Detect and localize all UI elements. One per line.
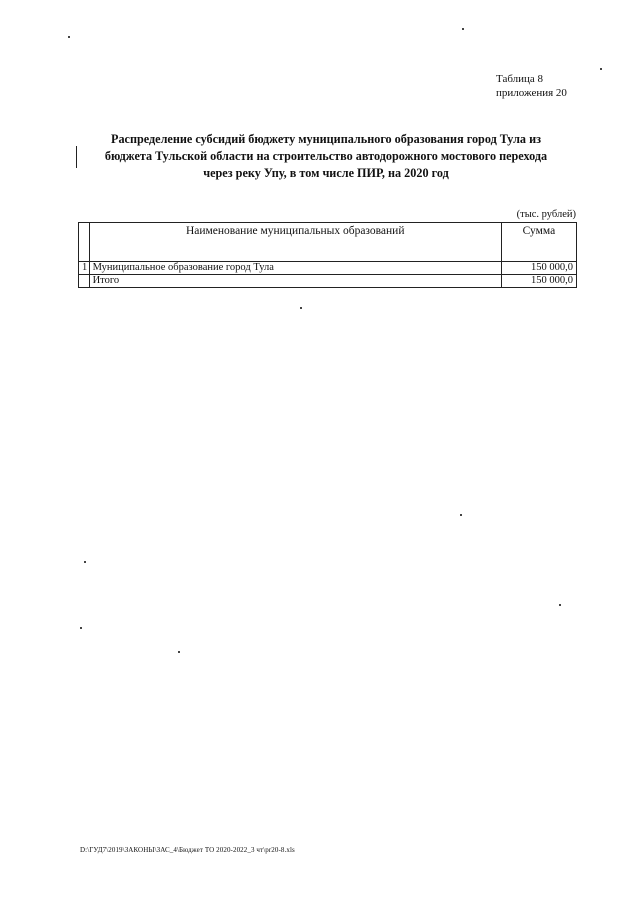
row-municipality-name: Муниципальное образование город Тула xyxy=(89,262,501,275)
scan-speck xyxy=(600,68,602,70)
table-number: Таблица 8 xyxy=(496,73,544,85)
header-sum: Сумма xyxy=(501,223,576,262)
scan-speck xyxy=(178,651,180,653)
scan-speck xyxy=(462,28,464,30)
scan-speck xyxy=(300,307,302,309)
scan-speck xyxy=(460,514,462,516)
total-sum: 150 000,0 xyxy=(501,275,576,288)
scan-speck xyxy=(80,627,82,629)
scan-speck xyxy=(559,604,561,606)
table-header-row xyxy=(79,223,577,262)
scan-speck xyxy=(68,36,70,38)
margin-mark xyxy=(76,146,77,168)
allocation-table xyxy=(78,222,577,288)
total-row xyxy=(79,275,577,288)
table-row xyxy=(79,262,577,275)
total-number xyxy=(79,275,90,288)
title-line-2: бюджета Тульской области на строительство автодорожного мостового перехода xyxy=(104,149,548,163)
header-number xyxy=(79,223,90,262)
row-number: 1 xyxy=(79,262,90,275)
total-label: Итого xyxy=(89,275,501,288)
document-title xyxy=(86,131,566,182)
units-label: (тыс. рублей) xyxy=(516,209,576,220)
appendix-number: приложения 20 xyxy=(496,87,567,99)
scan-speck xyxy=(84,561,86,563)
title-line-3: через реку Упу, в том числе ПИР, на 2020 год xyxy=(203,166,449,180)
table-reference xyxy=(496,72,567,100)
row-sum: 150 000,0 xyxy=(501,262,576,275)
file-path-footer: D:\ГУД7\2019\ЗАКОНЫ\ЗАС_4\Бюджет ТО 2020-2022_3 чт\pr20-8.xls xyxy=(80,846,295,854)
title-line-1: Распределение субсидий бюджету муниципального образования город Тула из xyxy=(111,132,541,146)
header-municipality-name: Наименование муниципальных образований xyxy=(89,223,501,262)
